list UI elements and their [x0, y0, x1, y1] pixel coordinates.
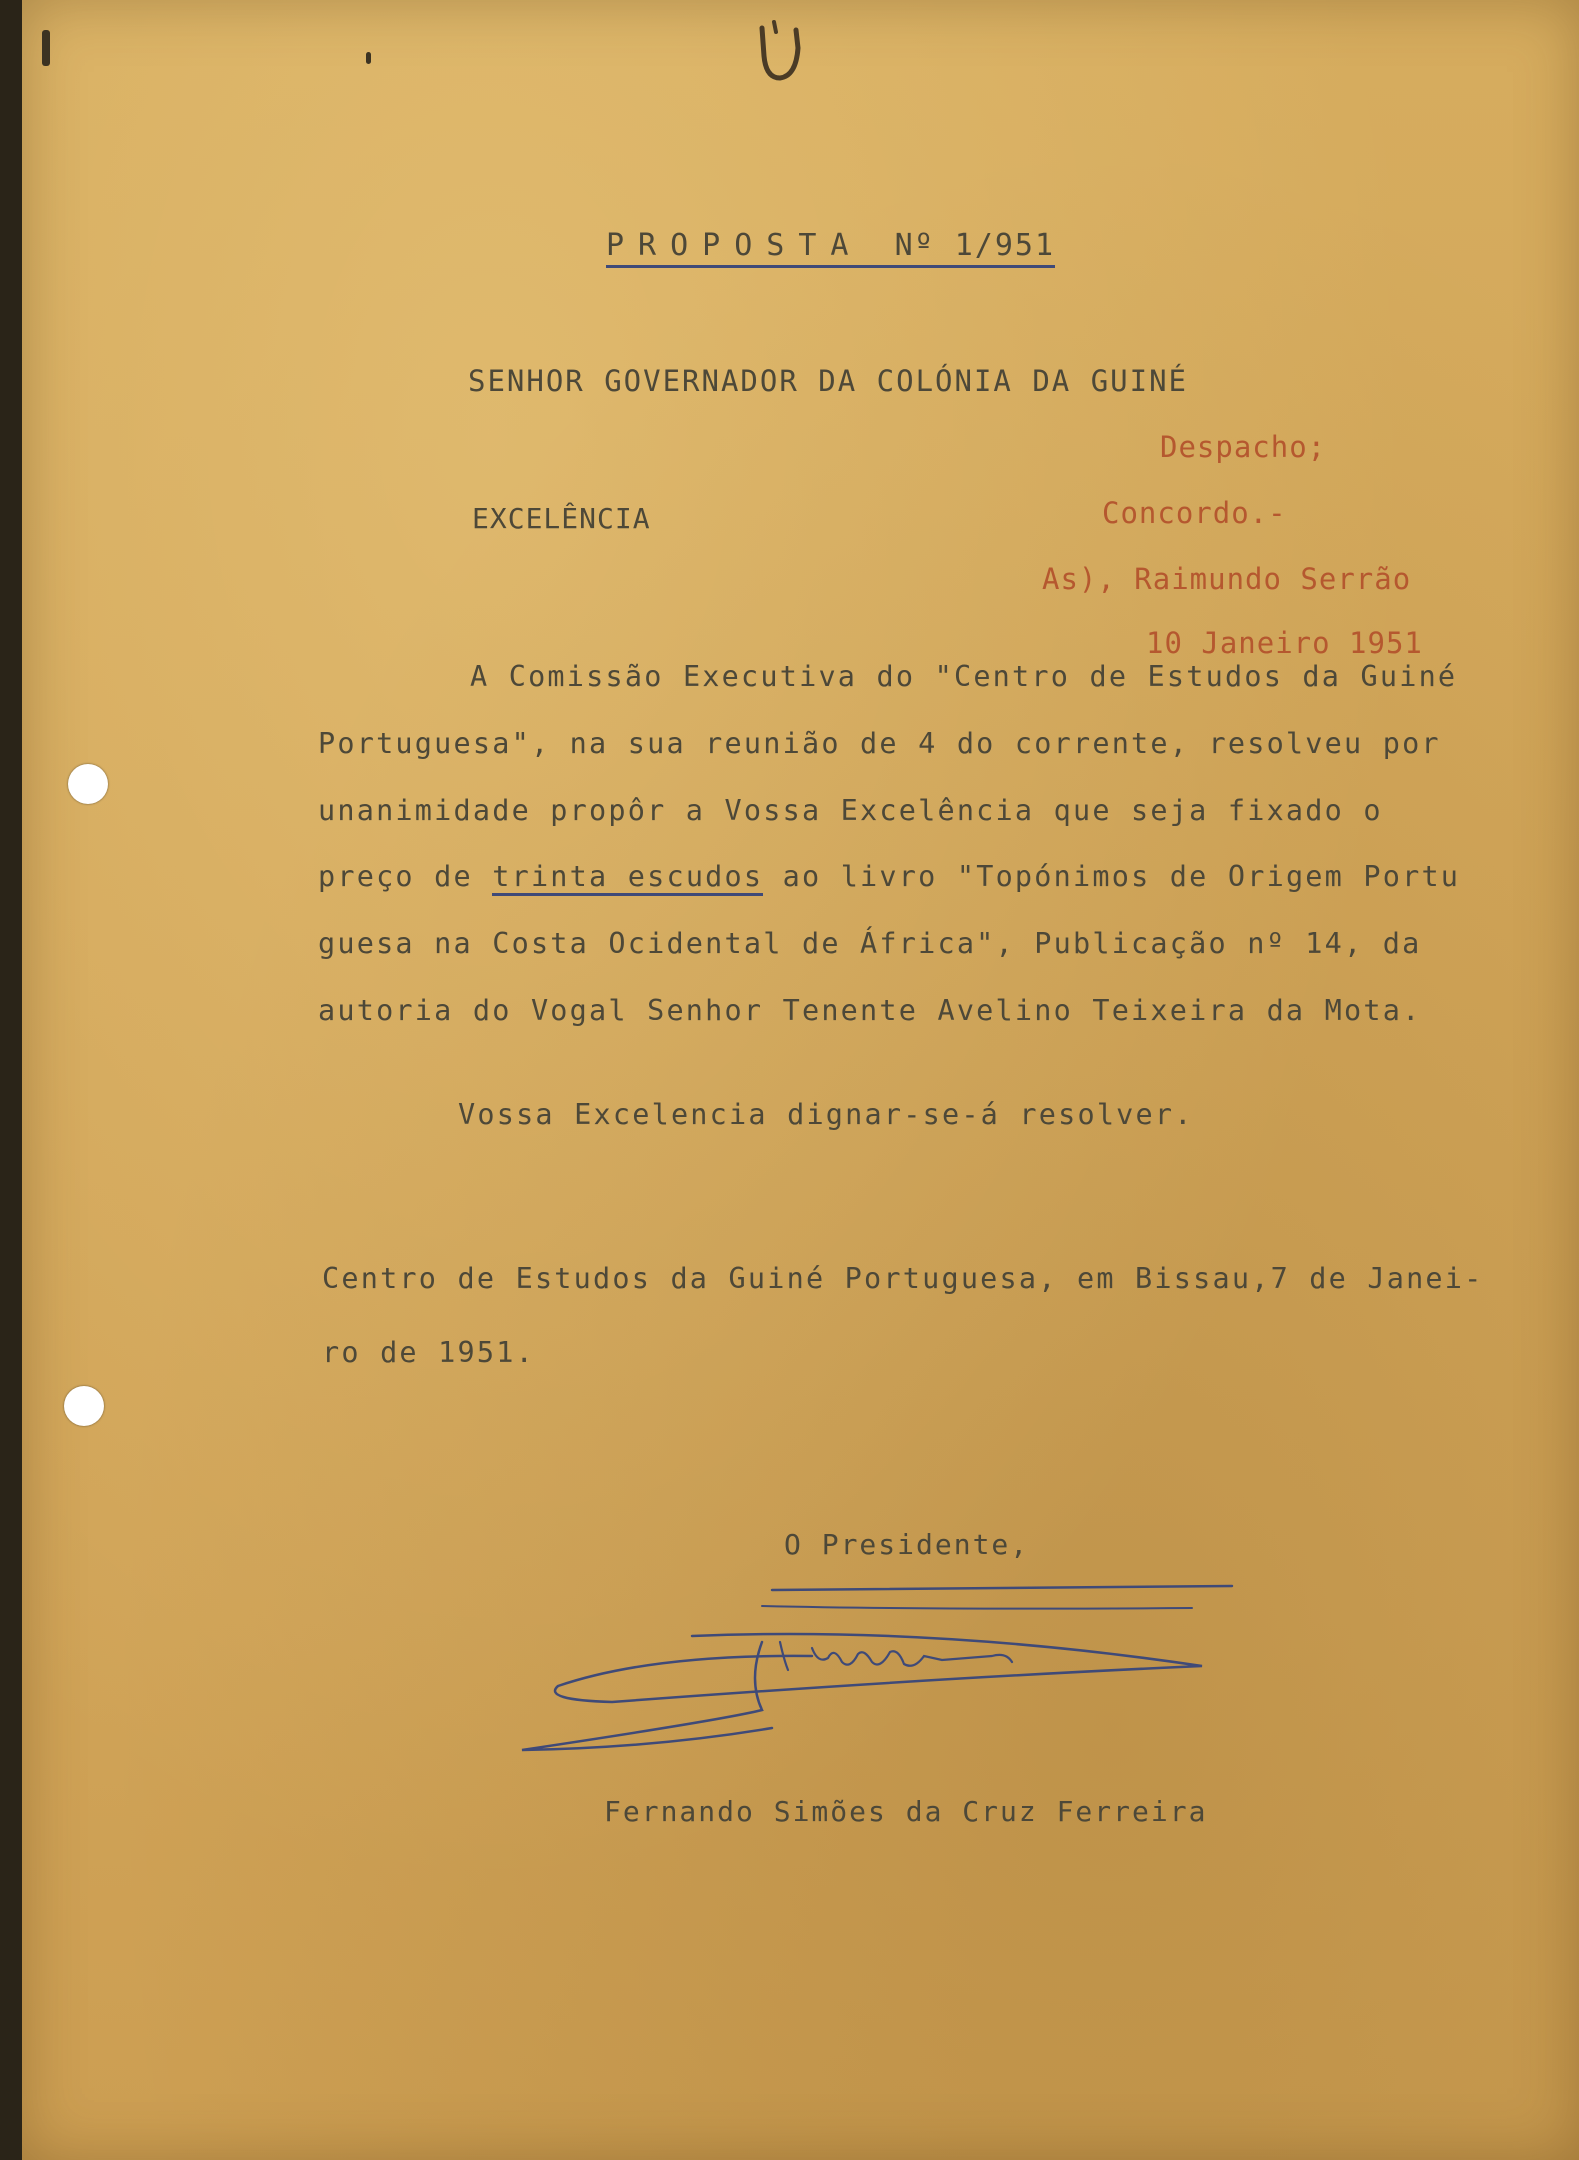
signatory-title: O Presidente,: [784, 1528, 1030, 1561]
body-line-6: autoria do Vogal Senhor Tenente Avelino Teixeira da Mota.: [318, 994, 1422, 1027]
ink-speck: [366, 52, 371, 64]
despacho-date: 10 Janeiro 1951: [1146, 626, 1423, 660]
signature: [512, 1570, 1252, 1770]
despacho-signed: As), Raimundo Serrão: [1042, 562, 1412, 596]
price-underlined: trinta escudos: [492, 860, 763, 896]
ink-speck: [42, 30, 50, 66]
body-line-4-start: preço de: [318, 860, 493, 893]
body-line-5: guesa na Costa Ocidental de África", Publicação nº 14, da: [318, 927, 1422, 960]
place-date-line-2: ro de 1951.: [322, 1336, 535, 1369]
signatory-name: Fernando Simões da Cruz Ferreira: [604, 1795, 1208, 1828]
addressee: SENHOR GOVERNADOR DA COLÓNIA DA GUINÉ: [468, 364, 1189, 398]
body-line-4-end: ao livro "Topónimos de Origem Portu: [763, 860, 1461, 893]
punch-hole-bottom: [64, 1386, 104, 1426]
body-line-3: unanimidade propôr a Vossa Excelência que seja fixado o: [318, 794, 1383, 827]
salutation: EXCELÊNCIA: [472, 502, 651, 535]
closing-request: Vossa Excelencia dignar-se-á resolver.: [458, 1098, 1194, 1131]
body-line-4: [318, 860, 1460, 893]
place-date-line-1: Centro de Estudos da Guiné Portuguesa, em Bissau,7 de Janei-: [322, 1262, 1484, 1295]
body-line-2: Portuguesa", na sua reunião de 4 do corrente, resolveu por: [318, 727, 1441, 760]
despacho-label: Despacho;: [1160, 430, 1327, 464]
document-page: [22, 0, 1579, 2160]
title-word: PROPOSTA: [606, 228, 863, 263]
despacho-decision: Concordo.-: [1102, 496, 1287, 530]
body-line-1: A Comissão Executiva do "Centro de Estudos da Guiné: [470, 660, 1458, 693]
document-title: [606, 228, 1055, 268]
title-number: Nº 1/951: [894, 228, 1056, 263]
punch-hole-top: [68, 764, 108, 804]
top-scribble-mark: [750, 18, 810, 88]
